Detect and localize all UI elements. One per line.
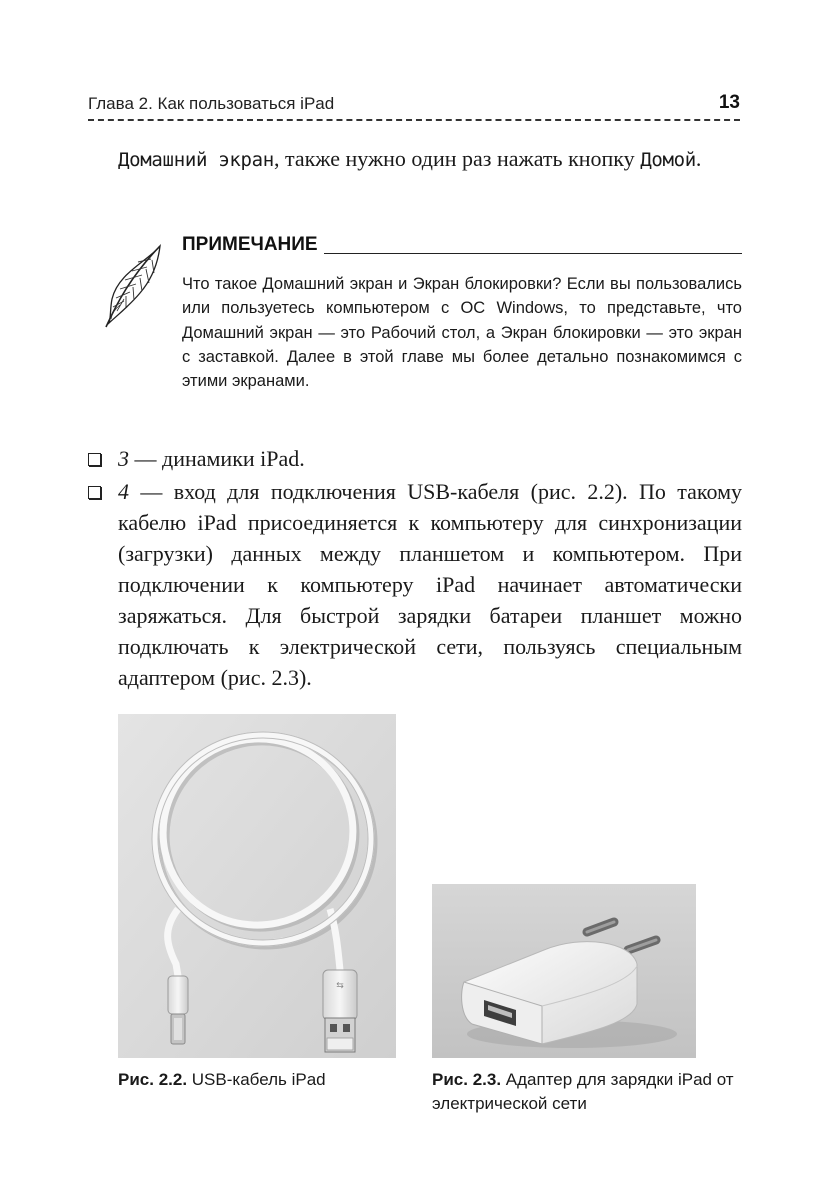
note-body	[182, 272, 742, 393]
chapter-title: Глава 2. Как пользоваться iPad	[88, 94, 335, 113]
bullet-list	[88, 443, 742, 695]
usb-cable-photo	[118, 714, 396, 1058]
feather-icon	[100, 243, 166, 329]
term-home-button: Домой	[640, 149, 696, 171]
figure-caption-2-2	[118, 1068, 418, 1092]
intro-paragraph	[118, 143, 742, 176]
checkbox-bullet-icon	[88, 486, 101, 499]
term-home-screen: Домашний экран	[118, 149, 274, 171]
list-item-number: 3	[118, 446, 129, 471]
figure-caption-2-3	[432, 1068, 752, 1116]
page-number: 13	[718, 92, 740, 113]
note-heading: ПРИМЕЧАНИЕ	[182, 234, 324, 255]
figure-caption-text: USB-кабель iPad	[187, 1070, 326, 1089]
list-item-description: — динамики iPad.	[129, 446, 305, 471]
list-item-number: 4	[118, 479, 129, 504]
list-item-text	[118, 443, 742, 474]
svg-text:⇆: ⇆	[336, 981, 344, 991]
list-item	[88, 443, 742, 474]
list-item-description: — вход для подключения USB-кабеля (рис. 2.2). По такому кабелю iPad присоединяется к компьютеру для синхронизации (загрузки) данных между планшетом и компьютером. При подключении к компьютеру iPad начинает автоматически заряжаться. Для быстрой зарядки батареи планшет можно подключать к электрической сети, пользуясь специальным адаптером (рис. 2.3).	[118, 479, 742, 690]
power-adapter-photo	[432, 884, 696, 1058]
header-divider	[88, 119, 740, 121]
list-item-text	[118, 476, 742, 693]
checkbox-bullet-icon	[88, 453, 101, 466]
note-header	[182, 234, 742, 260]
figure-label: Рис. 2.2.	[118, 1070, 188, 1089]
page-header	[88, 92, 740, 118]
note-text: Что такое Домашний экран и Экран блокировки? Если вы пользовались или пользуетесь компьютером с ОС Windows, то представьте, что Домашний экран — это Рабочий стол, а Экран блокировки — это экран с заставкой. Далее в этой главе мы более детально познакомимся с этими экранами.	[182, 275, 742, 391]
intro-text-end: .	[695, 146, 702, 171]
list-item	[88, 476, 742, 693]
figure-caption-text: Адаптер для зарядки iPad от электрической сети	[432, 1070, 734, 1113]
figure-label: Рис. 2.3.	[432, 1070, 502, 1089]
intro-text-middle: , также нужно один раз нажать кнопку	[273, 146, 641, 171]
